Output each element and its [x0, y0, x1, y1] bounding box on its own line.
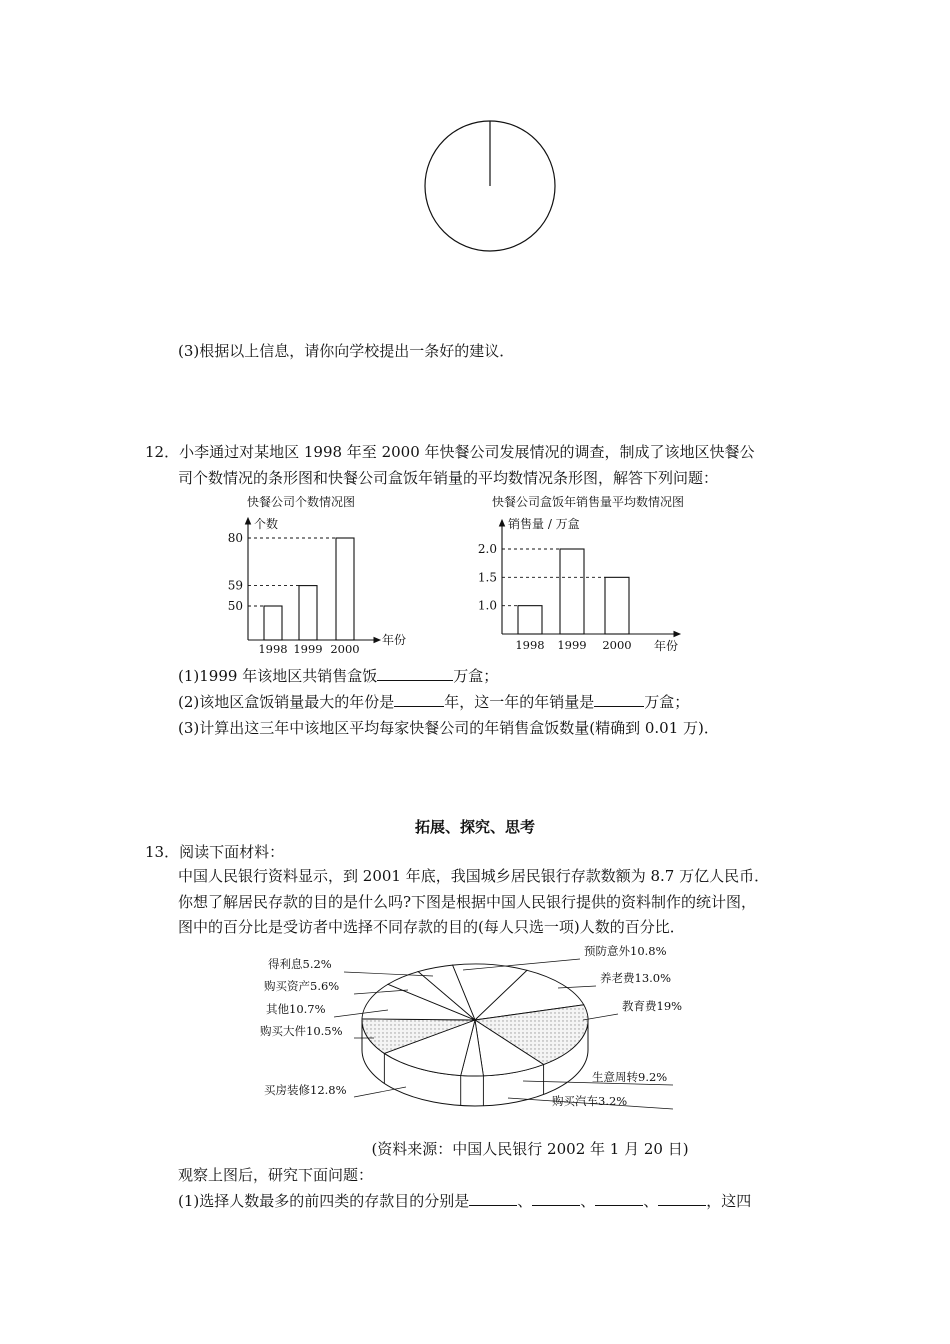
- ytick-1.5: 1.5: [477, 570, 497, 585]
- q12-stem: [145, 439, 755, 465]
- ytick-2.0: 2.0: [477, 542, 497, 556]
- q13-part1-end: ，这四: [706, 1192, 752, 1210]
- chart1-title: 快餐公司个数情况图: [247, 495, 356, 509]
- chart1-xlabel: 年份: [382, 633, 407, 647]
- xtick-1999: 1999: [293, 642, 323, 656]
- q12-part1-unit: 万盒；: [453, 667, 499, 685]
- company-count-bar-chart: [220, 510, 420, 660]
- bar-1999: [299, 586, 317, 640]
- empty-pie-circle: [420, 118, 560, 258]
- chart2-ylabel: 销售量 / 万盒: [508, 517, 580, 531]
- pie-label-0: 预防意外10.8%: [584, 944, 667, 958]
- pie-label-9: 得利息5.2%: [268, 957, 332, 971]
- q13-intro: [145, 839, 284, 865]
- q13-number: 13．: [145, 843, 180, 861]
- q12-part2: [178, 689, 689, 715]
- ytick-50: 50: [227, 599, 243, 613]
- q12-part1: [178, 663, 498, 689]
- pie-label-4: 购买汽车3.2%: [552, 1094, 628, 1108]
- q12-part1-text: (1)1999 年该地区共销售盒饭: [178, 667, 378, 685]
- bar-2000: [336, 538, 354, 640]
- q13-part1: [178, 1188, 751, 1214]
- pie-label-7: 其他10.7%: [266, 1002, 326, 1016]
- q12-part2-blank2[interactable]: [594, 691, 644, 707]
- chart1-ylabel: 个数: [254, 517, 279, 531]
- chart2-title: 快餐公司盒饭年销售量平均数情况图: [492, 495, 685, 509]
- q13-intro-text: 阅读下面材料：: [179, 843, 285, 861]
- sales-average-bar-chart: [470, 512, 690, 662]
- pie-leader-5: [354, 1087, 406, 1097]
- section-title: 拓展、探究、思考: [414, 818, 535, 836]
- q12-part2-text: (2)该地区盒饭销量最大的年份是: [178, 693, 395, 711]
- ytick-59: 59: [227, 578, 243, 593]
- deposit-purpose-pie-chart: [258, 940, 688, 1120]
- q13-source: (资料来源：中国人民银行 2002 年 1 月 20 日): [371, 1140, 689, 1158]
- q13-sep2: 、: [580, 1192, 596, 1210]
- xtick-1998: 1998: [258, 642, 288, 656]
- pie-label-6: 购买大件10.5%: [260, 1024, 343, 1038]
- chart2-xlabel: 年份: [654, 639, 679, 653]
- q12-stem-line2: 司个数情况的条形图和快餐公司盒饭年销量的平均数情况条形图，解答下列问题：: [178, 469, 719, 487]
- q12-part2-blank1[interactable]: [394, 691, 444, 707]
- q12-stem-line1: 小李通过对某地区 1998 年至 2000 年快餐公司发展情况的调查，制成了该地区快餐公: [179, 443, 755, 461]
- q13-part1-text: (1)选择人数最多的前四类的存款目的分别是: [178, 1192, 470, 1210]
- pie-label-3: 生意周转9.2%: [592, 1070, 668, 1084]
- xtick-2000: 2000: [330, 642, 360, 656]
- ytick-80: 80: [227, 531, 243, 545]
- q12-part3: (3)计算出这三年中该地区平均每家快餐公司的年销售盒饭数量(精确到 0.01 万)．: [178, 719, 719, 737]
- q12-part2-mid: 年，这一年的年销量是: [444, 693, 595, 711]
- bar-1998: [264, 606, 282, 640]
- q13-line2: 你想了解居民存款的目的是什么吗?下图是根据中国人民银行提供的资料制作的统计图，: [178, 893, 757, 911]
- bar-2000: [605, 577, 629, 634]
- q13-blank3[interactable]: [595, 1190, 643, 1206]
- q13-observe: 观察上图后，研究下面问题：: [178, 1166, 374, 1184]
- q12-number: 12．: [145, 443, 180, 461]
- pie-label-5: 买房装修12.8%: [264, 1083, 347, 1097]
- q13-line1: 中国人民银行资料显示，到 2001 年底，我国城乡居民银行存款数额为 8.7 万亿人民币．: [178, 867, 770, 885]
- q13-blank4[interactable]: [658, 1190, 706, 1206]
- ytick-1.0: 1.0: [477, 598, 497, 613]
- q13-blank2[interactable]: [532, 1190, 580, 1206]
- q13-sep3: 、: [643, 1192, 659, 1210]
- xtick-2000: 2000: [602, 638, 632, 652]
- q11-part3: (3)根据以上信息，请你向学校提出一条好的建议．: [178, 342, 515, 360]
- pie-label-1: 养老费13.0%: [600, 971, 672, 985]
- xtick-1999: 1999: [557, 638, 587, 652]
- bar-1999: [560, 549, 584, 634]
- pie-label-8: 购买资产5.6%: [264, 979, 340, 993]
- bar-1998: [518, 606, 542, 634]
- q13-sep1: 、: [517, 1192, 533, 1210]
- q13-blank1[interactable]: [469, 1190, 517, 1206]
- q12-part1-blank[interactable]: [377, 665, 453, 681]
- pie-label-2: 教育费19%: [622, 999, 683, 1013]
- xtick-1998: 1998: [515, 638, 545, 652]
- q13-line3: 图中的百分比是受访者中选择不同存款的目的(每人只选一项)人数的百分比．: [178, 918, 685, 936]
- q12-part2-unit: 万盒；: [644, 693, 690, 711]
